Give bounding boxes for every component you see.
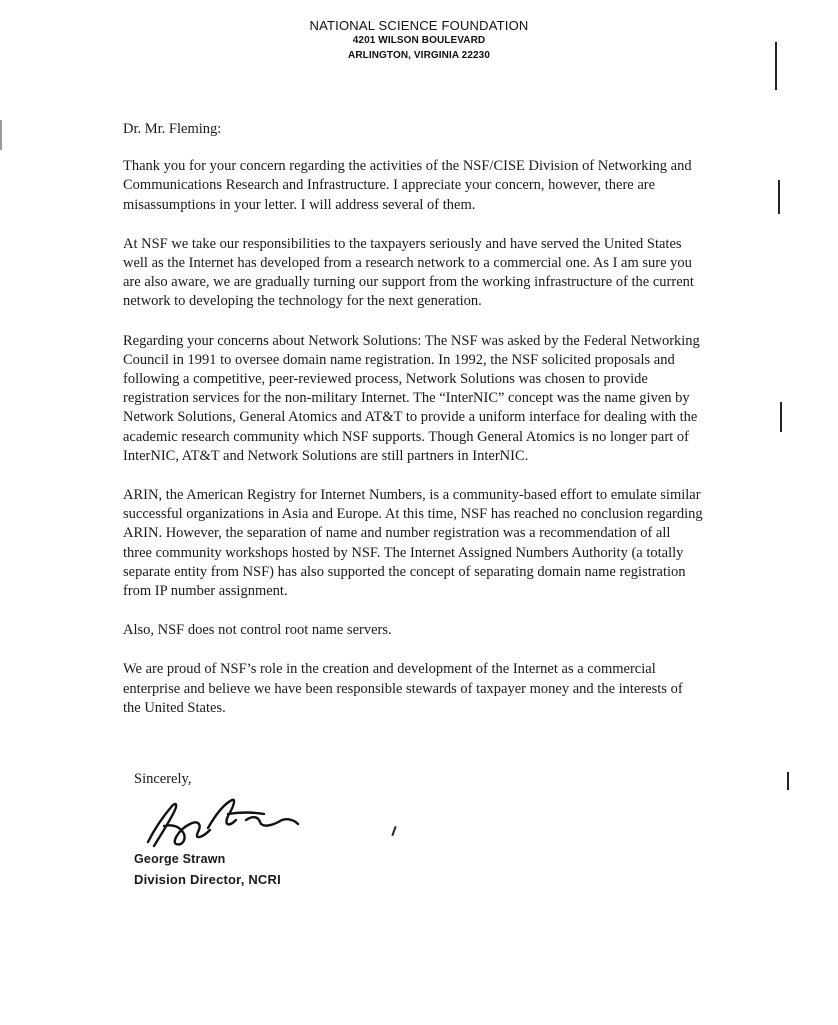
- paragraph-network-solutions: Regarding your concerns about Network Solutions: The NSF was asked by the Federal Networking Council in 1991 to oversee domain name registration. In 1992, the NSF solicited proposals and following a competitive, peer-reviewed process, Network Solutions was chosen to provide registration services for the non-military Internet. The “InterNIC” concept was the name given by Network Solutions, General Atomics and AT&T to provide a uniform interface for dealing with the academic research community which NSF supports. Though General Atomics is no longer part of InterNIC, AT&T and Network Solutions are still partners in InterNIC.: [123, 332, 700, 464]
- paragraph-responsibilities: At NSF we take our responsibilities to the taxpayers seriously and have served the United States well as the Internet has developed from a research network to a commercial one. As I am sure you are also aware, we are gradually turning our support from the working infrastructure of the current network to developing the technology for the next generation.: [123, 235, 694, 310]
- closing-block: [134, 770, 191, 789]
- letterhead-city: ARLINGTON, VIRGINIA 22230: [348, 50, 490, 61]
- scan-mark: [780, 402, 782, 432]
- letterhead-street: 4201 WILSON BOULEVARD: [352, 35, 486, 46]
- scan-mark: [0, 120, 2, 150]
- scan-mark: [391, 826, 396, 836]
- letterhead-organization: NATIONAL SCIENCE FOUNDATION: [309, 18, 529, 33]
- scan-mark: [787, 772, 789, 790]
- signer-name: George Strawn: [134, 852, 226, 866]
- paragraph-closing-statement: We are proud of NSF’s role in the creation and development of the Internet as a commercial enterprise and believe we have been responsible stewards of taxpayer money and the interests of the United States.: [123, 661, 683, 716]
- signer-title: Division Director, NCRI: [134, 872, 281, 887]
- scan-mark: [775, 42, 777, 90]
- handwritten-signature: [142, 790, 302, 854]
- scan-mark: [778, 180, 780, 214]
- paragraph-intro: Thank you for your concern regarding the activities of the NSF/CISE Division of Networking and Communications Research and Infrastructure. I appreciate your concern, however, there are misassumptions in your letter. I will address several of them.: [123, 158, 692, 213]
- salutation: Dr. Mr. Fleming:: [123, 121, 222, 137]
- letter-body: [123, 120, 703, 738]
- paragraph-arin: ARIN, the American Registry for Internet Numbers, is a community-based effort to emulate similar successful organizations in Asia and Europe. At this time, NSF has reached no conclusion regarding ARIN. However, the separation of name and number registration was a recommendation of all three community workshops hosted by NSF. The Internet Assigned Numbers Authority (a totally separate entity from NSF) has also supported the concept of separating domain name registration from IP number assignment.: [123, 487, 703, 600]
- closing: Sincerely,: [134, 771, 192, 787]
- paragraph-root-servers: Also, NSF does not control root name servers.: [123, 622, 392, 639]
